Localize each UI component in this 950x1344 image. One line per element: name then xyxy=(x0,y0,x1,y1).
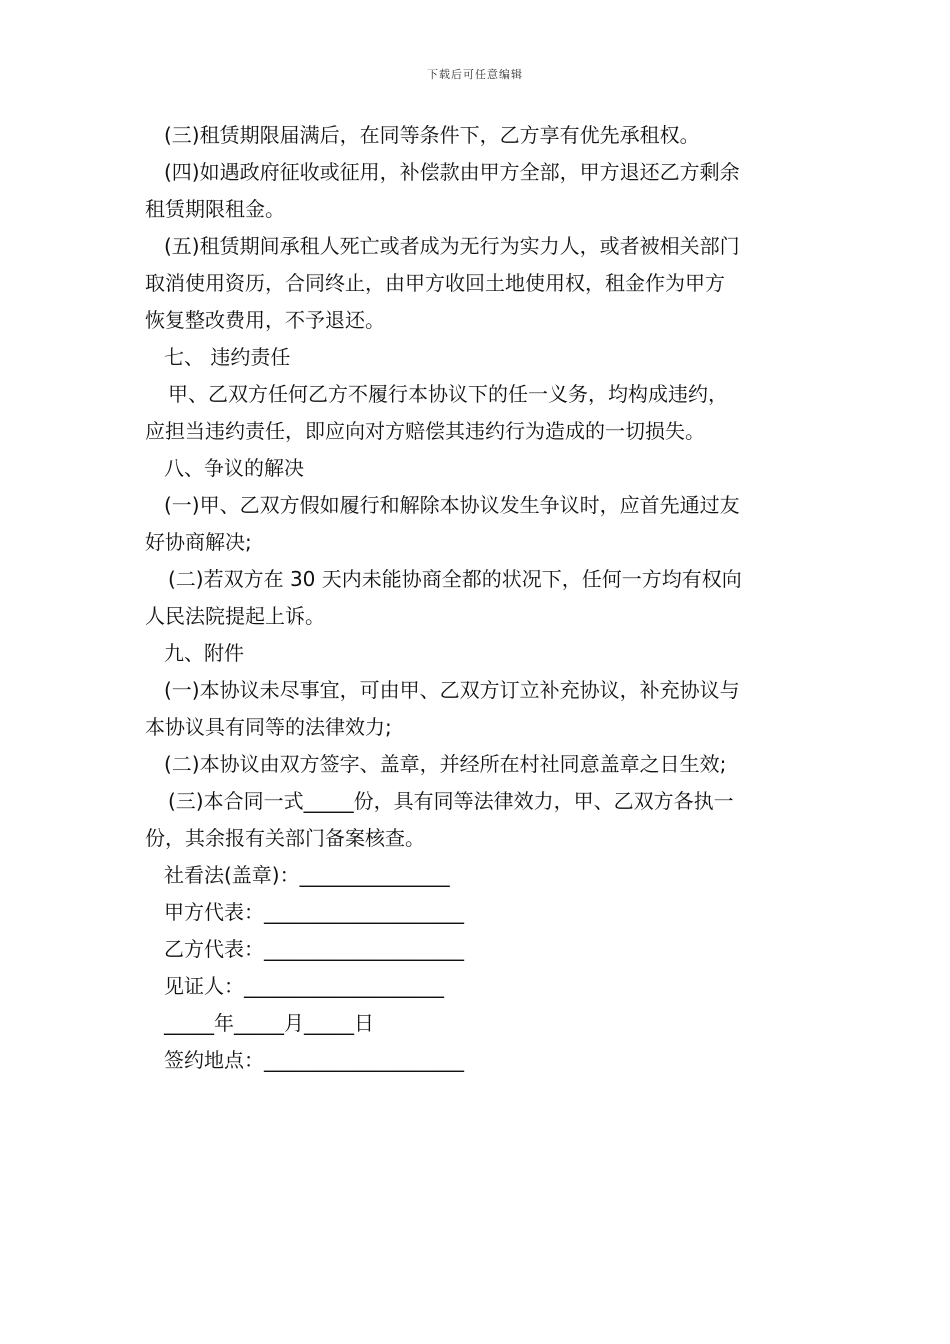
signature-location: 签约地点：____________________ xyxy=(164,1048,464,1072)
clause-9-3-line-2: 份，其余报有关部门备案核查。 xyxy=(145,826,425,850)
signature-date: _____年_____月_____日 xyxy=(164,1011,374,1035)
signature-party-b-representative: 乙方代表：____________________ xyxy=(164,937,464,961)
clause-6-4-line-1: (四)如遇政府征收或征用，补偿款由甲方全部，甲方退还乙方剩余 xyxy=(164,160,740,184)
signature-party-a-representative: 甲方代表：____________________ xyxy=(164,900,464,924)
signature-community-opinion: 社看法(盖章)：_______________ xyxy=(164,863,450,887)
clause-8-1-line-2: 好协商解决; xyxy=(145,530,252,554)
page-header-note: 下载后可任意编辑 xyxy=(427,68,523,81)
document-body xyxy=(145,117,809,1079)
clause-9-2: (二)本协议由双方签字、盖章，并经所在村社同意盖章之日生效; xyxy=(164,752,727,776)
clause-9-3-line-1: (三)本合同一式_____份，具有同等法律效力，甲、乙双方各执一 xyxy=(168,789,734,813)
clause-9-1-line-1: (一)本协议未尽事宜，可由甲、乙双方订立补充协议，补充协议与 xyxy=(164,678,740,702)
section-8-heading: 八、争议的解决 xyxy=(164,456,304,480)
clause-8-1-line-1: (一)甲、乙双方假如履行和解除本协议发生争议时，应首先通过友 xyxy=(164,493,740,517)
section-7-text-line-2: 应担当违约责任，即应向对方赔偿其违约行为造成的一切损失。 xyxy=(145,419,705,443)
clause-6-5-line-3: 恢复整改费用，不予退还。 xyxy=(145,308,385,332)
clause-8-2-line-2: 人民法院提起上诉。 xyxy=(145,604,325,628)
clause-8-2-line-1: (二)若双方在 30 天内未能协商全都的状况下，任何一方均有权向 xyxy=(168,567,742,591)
clause-6-5-line-1: (五)租赁期间承租人死亡或者成为无行为实力人，或者被相关部门 xyxy=(164,234,740,258)
clause-6-5-line-2: 取消使用资历，合同终止，由甲方收回土地使用权，租金作为甲方 xyxy=(145,271,725,295)
clause-6-4-line-2: 租赁期限租金。 xyxy=(145,197,285,221)
signature-witness: 见证人：____________________ xyxy=(164,974,444,998)
clause-6-3: (三)租赁期限届满后，在同等条件下，乙方享有优先承租权。 xyxy=(164,123,700,147)
section-9-heading: 九、附件 xyxy=(164,641,244,665)
clause-9-1-line-2: 本协议具有同等的法律效力; xyxy=(145,715,392,739)
section-7-heading: 七、 违约责任 xyxy=(164,345,291,369)
section-7-text-line-1: 甲、乙双方任何乙方不履行本协议下的任一义务，均构成违约， xyxy=(168,382,728,406)
